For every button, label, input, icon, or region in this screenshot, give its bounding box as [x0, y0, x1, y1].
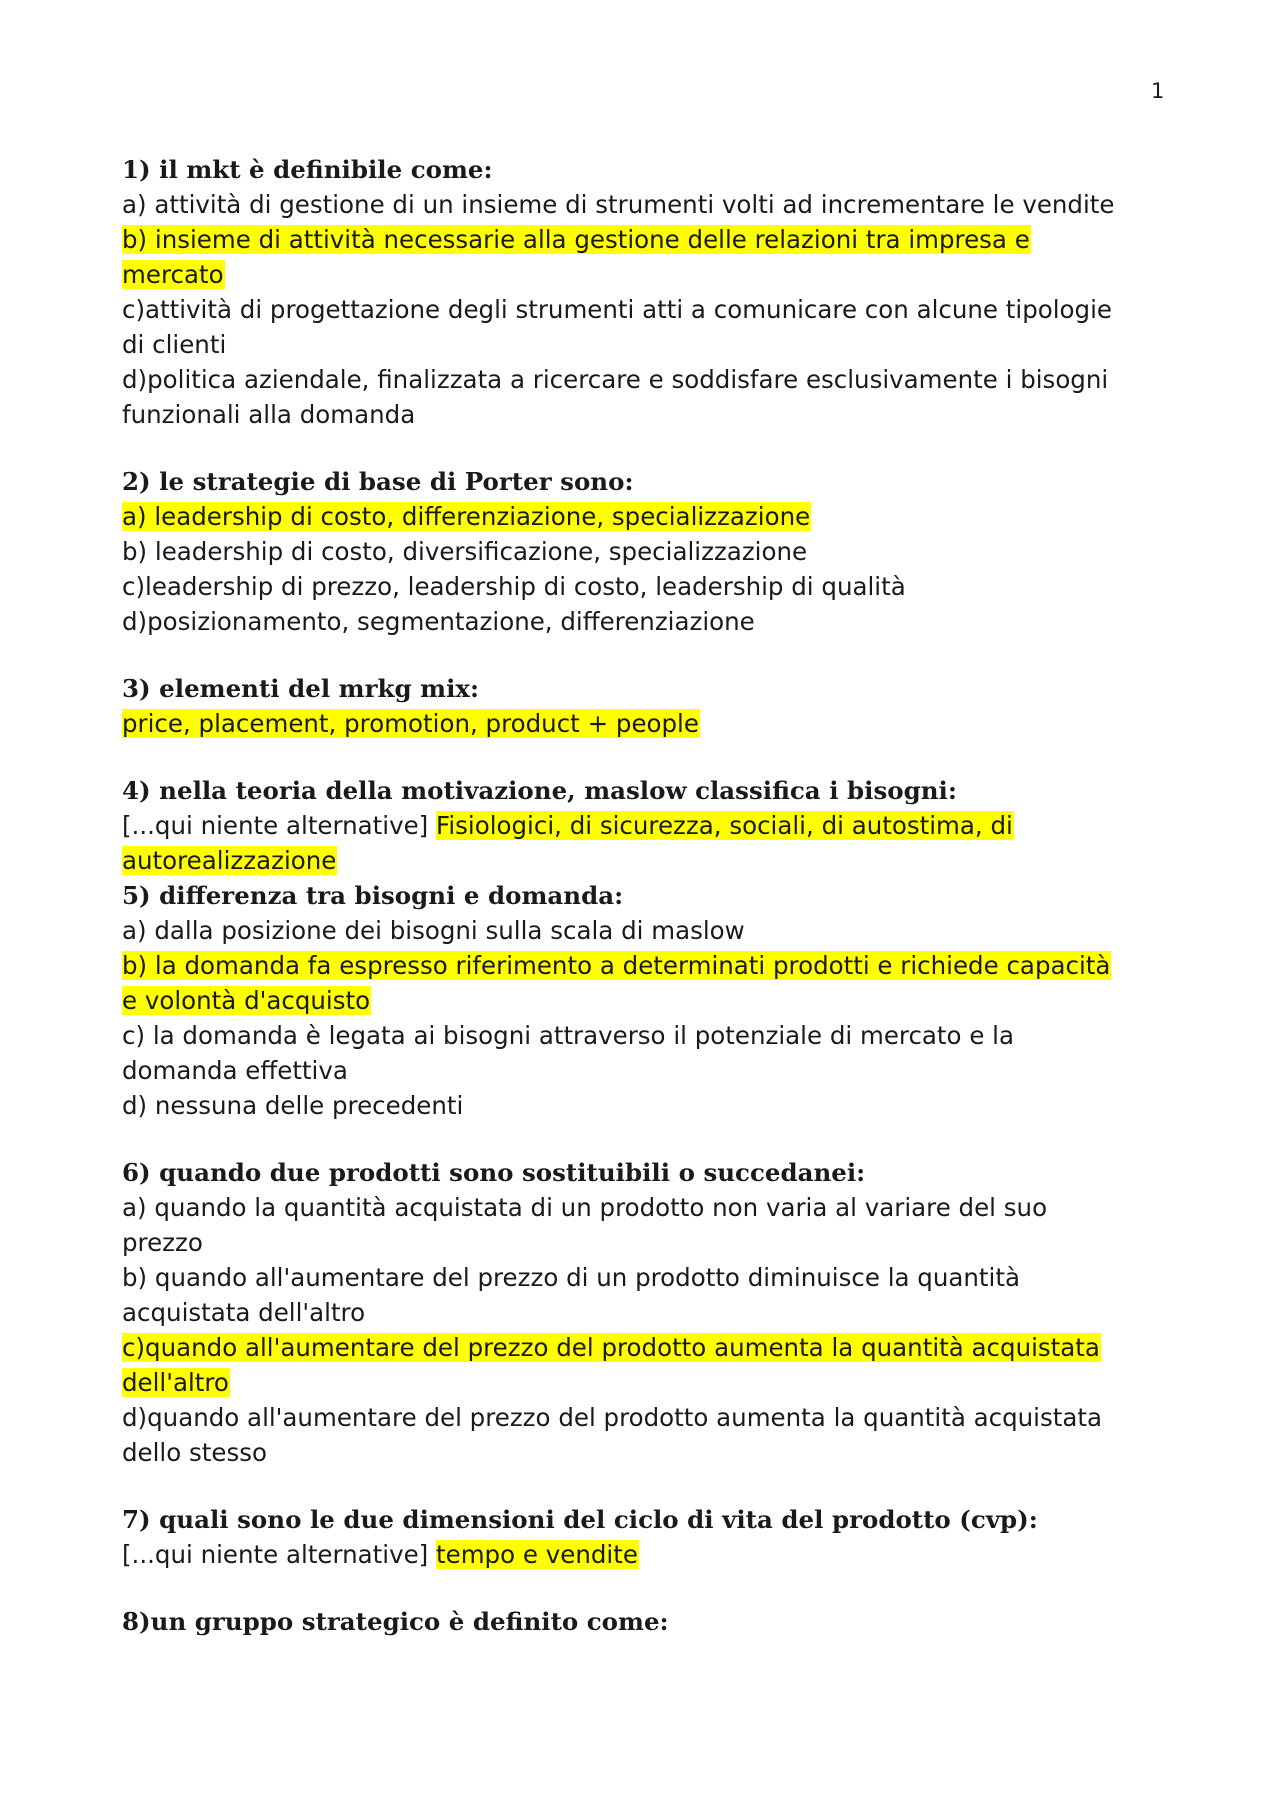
- page-number: 1: [1151, 79, 1165, 103]
- answer-option: a) dalla posizione dei bisogni sulla scala di maslow: [122, 916, 745, 945]
- question-title: 1) il mkt è definibile come:: [122, 155, 493, 184]
- question-3: [122, 671, 1122, 741]
- answer-prefix: [...qui niente alternative]: [122, 1540, 437, 1569]
- answer-option-correct: b) la domanda fa espresso riferimento a determinati prodotti e richiede capacità e volontà d'acquisto: [122, 951, 1111, 1015]
- question-title: 7) quali sono le due dimensioni del ciclo di vita del prodotto (cvp):: [122, 1505, 1038, 1534]
- answer-line: [122, 1537, 1122, 1572]
- question-8: [122, 1604, 1122, 1639]
- question-7: [122, 1502, 1122, 1572]
- answer-option: a) quando la quantità acquistata di un prodotto non varia al variare del suo prezzo: [122, 1193, 1048, 1257]
- answer-option-correct: b) insieme di attività necessarie alla gestione delle relazioni tra impresa e mercato: [122, 225, 1030, 289]
- answer-option: c) la domanda è legata ai bisogni attraverso il potenziale di mercato e la domanda effettiva: [122, 1021, 1015, 1085]
- answer-option-correct: a) leadership di costo, differenziazione, specializzazione: [122, 502, 811, 531]
- answer-option-correct: price, placement, promotion, product + people: [122, 709, 699, 738]
- question-4: [122, 773, 1122, 878]
- question-title: 6) quando due prodotti sono sostituibili o succedanei:: [122, 1158, 866, 1187]
- answer-option: d)quando all'aumentare del prezzo del prodotto aumenta la quantità acquistata dello stesso: [122, 1403, 1102, 1467]
- answer-option-correct: c)quando all'aumentare del prezzo del prodotto aumenta la quantità acquistata dell'altro: [122, 1333, 1100, 1397]
- question-6: [122, 1155, 1122, 1470]
- answer-correct: Fisiologici, di sicurezza, sociali, di autostima, di autorealizzazione: [122, 811, 1013, 875]
- answer-option: b) leadership di costo, diversificazione, specializzazione: [122, 537, 808, 566]
- answer-option: d)politica aziendale, finalizzata a ricercare e soddisfare esclusivamente i bisogni funzionali alla domanda: [122, 365, 1109, 429]
- answer-option: a) attività di gestione di un insieme di strumenti volti ad incrementare le vendite: [122, 190, 1115, 219]
- question-title: 4) nella teoria della motivazione, maslow classifica i bisogni:: [122, 776, 957, 805]
- answer-option: d)posizionamento, segmentazione, differenziazione: [122, 607, 755, 636]
- answer-option: d) nessuna delle precedenti: [122, 1091, 464, 1120]
- answer-line: [122, 808, 1122, 878]
- answer-option: b) quando all'aumentare del prezzo di un prodotto diminuisce la quantità acquistata dell'altro: [122, 1263, 1020, 1327]
- quiz-content: [122, 152, 1122, 1671]
- question-title: 3) elementi del mrkg mix:: [122, 674, 480, 703]
- answer-prefix: [...qui niente alternative]: [122, 811, 437, 840]
- question-5: [122, 878, 1122, 1123]
- answer-correct: tempo e vendite: [436, 1540, 638, 1569]
- question-title: 8)un gruppo strategico è definito come:: [122, 1607, 669, 1636]
- answer-option: c)leadership di prezzo, leadership di costo, leadership di qualità: [122, 572, 906, 601]
- question-2: [122, 464, 1122, 639]
- answer-option: c)attività di progettazione degli strumenti atti a comunicare con alcune tipologie di clienti: [122, 295, 1112, 359]
- question-1: [122, 152, 1122, 432]
- question-title: 5) differenza tra bisogni e domanda:: [122, 881, 624, 910]
- question-title: 2) le strategie di base di Porter sono:: [122, 467, 634, 496]
